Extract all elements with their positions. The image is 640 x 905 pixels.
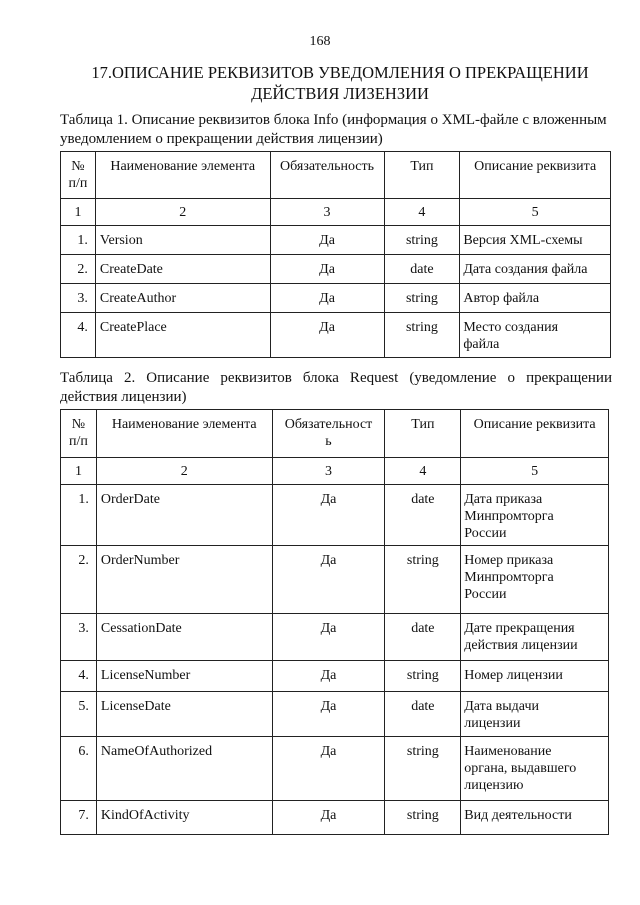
table1-header-num — [61, 152, 96, 199]
table1-header-mandatory: Обязательность — [270, 152, 384, 199]
table2-caption-line-1: Таблица 2. Описание реквизитов блока Request (уведомление о прекращении — [60, 370, 612, 386]
table1-caption-line-1: Таблица 1. Описание реквизитов блока Info (информация о XML-файле с вложенным — [60, 112, 607, 128]
desc-line: Минпромторга — [464, 570, 554, 585]
row-type: string — [385, 801, 461, 835]
row-name: CessationDate — [96, 614, 272, 661]
table2-index-cell: 2 — [96, 458, 272, 485]
desc-line: Место создания — [463, 320, 559, 335]
table2-index-row — [61, 458, 609, 485]
heading-line-1: 17.ОПИСАНИЕ РЕКВИЗИТОВ УВЕДОМЛЕНИЯ О ПРЕКРАЩЕНИИ — [91, 63, 589, 82]
row-name: KindOfActivity — [96, 801, 272, 835]
row-type: string — [385, 546, 461, 614]
table2-header-row — [61, 410, 609, 458]
row-description — [461, 737, 609, 801]
row-num: 2. — [61, 546, 97, 614]
header-num-line-2: п/п — [69, 434, 88, 449]
desc-line: Наименование — [464, 744, 552, 759]
desc-line: Дата создания файла — [463, 262, 588, 277]
desc-line: Номер приказа — [464, 553, 554, 568]
header-num-line-2: п/п — [68, 176, 88, 191]
row-name: CreatePlace — [95, 313, 270, 358]
desc-line: Номер лицензии — [464, 668, 563, 683]
table-row — [61, 546, 609, 614]
desc-line: лицензию — [464, 778, 524, 793]
table1-info — [60, 151, 611, 358]
row-type: string — [384, 313, 460, 358]
row-num: 1. — [61, 226, 96, 255]
header-mandatory-line-2: ь — [325, 434, 332, 449]
desc-line: России — [464, 526, 507, 541]
table1-index-cell: 4 — [384, 199, 460, 226]
row-type: date — [385, 692, 461, 737]
table-row — [61, 737, 609, 801]
row-num: 3. — [61, 614, 97, 661]
row-name: Version — [95, 226, 270, 255]
table2-header-num — [61, 410, 97, 458]
row-num: 5. — [61, 692, 97, 737]
row-description — [460, 313, 611, 358]
row-description — [461, 692, 609, 737]
row-type: string — [384, 226, 460, 255]
row-mandatory: Да — [272, 737, 385, 801]
desc-line: Дата выдачи — [464, 699, 539, 714]
table-row — [61, 255, 611, 284]
table1-header-row — [61, 152, 611, 199]
row-type: string — [384, 284, 460, 313]
table2-header-name: Наименование элемента — [96, 410, 272, 458]
table2-header-mandatory — [272, 410, 385, 458]
table-row — [61, 801, 609, 835]
row-num: 1. — [61, 485, 97, 546]
table-row — [61, 661, 609, 692]
table-row — [61, 226, 611, 255]
table1-caption — [60, 111, 612, 149]
row-description — [461, 546, 609, 614]
row-mandatory: Да — [272, 485, 385, 546]
table-row — [61, 692, 609, 737]
row-type: string — [385, 737, 461, 801]
desc-line: Версия XML-схемы — [463, 233, 583, 248]
section-heading — [80, 62, 600, 104]
page-number: 168 — [309, 34, 331, 49]
row-mandatory: Да — [272, 546, 385, 614]
desc-line: органа, выдавшего — [464, 761, 577, 776]
row-type: date — [384, 255, 460, 284]
table1-index-cell: 5 — [460, 199, 611, 226]
table2-index-cell: 4 — [385, 458, 461, 485]
row-type: date — [385, 485, 461, 546]
table2-index-cell: 3 — [272, 458, 385, 485]
table2-caption-line-2: действия лицензии) — [60, 389, 187, 405]
row-mandatory: Да — [272, 614, 385, 661]
row-description — [461, 485, 609, 546]
desc-line: Дате прекращения — [464, 621, 575, 636]
row-num: 7. — [61, 801, 97, 835]
desc-line: Дата приказа — [464, 492, 543, 507]
row-description — [461, 614, 609, 661]
row-name: CreateAuthor — [95, 284, 270, 313]
row-mandatory: Да — [270, 284, 384, 313]
heading-line-2: ДЕЙСТВИЯ ЛИЗЕНЗИИ — [251, 84, 429, 103]
row-name: NameOfAuthorized — [96, 737, 272, 801]
table-row — [61, 313, 611, 358]
row-description — [460, 226, 611, 255]
row-description — [461, 661, 609, 692]
row-description — [460, 255, 611, 284]
header-num-line-1: № — [71, 159, 85, 174]
table2-index-cell: 1 — [61, 458, 97, 485]
table1-index-cell: 3 — [270, 199, 384, 226]
table2-index-cell: 5 — [461, 458, 609, 485]
row-name: OrderNumber — [96, 546, 272, 614]
table1-caption-line-2: уведомлением о прекращении действия лицензии) — [60, 131, 383, 147]
row-mandatory: Да — [270, 226, 384, 255]
desc-line: Автор файла — [463, 291, 540, 306]
row-num: 3. — [61, 284, 96, 313]
row-name: LicenseDate — [96, 692, 272, 737]
table-row — [61, 284, 611, 313]
desc-line: России — [464, 587, 507, 602]
row-name: LicenseNumber — [96, 661, 272, 692]
desc-line: действия лицензии — [464, 638, 578, 653]
row-name: OrderDate — [96, 485, 272, 546]
row-mandatory: Да — [272, 692, 385, 737]
row-name: CreateDate — [95, 255, 270, 284]
desc-line: файла — [463, 337, 500, 352]
table1-index-row — [61, 199, 611, 226]
desc-line: Минпромторга — [464, 509, 554, 524]
row-num: 4. — [61, 313, 96, 358]
row-mandatory: Да — [270, 313, 384, 358]
table2-header-description: Описание реквизита — [461, 410, 609, 458]
table2-request — [60, 409, 609, 835]
table-row — [61, 614, 609, 661]
desc-line: лицензии — [464, 716, 521, 731]
row-mandatory: Да — [270, 255, 384, 284]
table2-caption — [60, 369, 612, 407]
table1-header-description: Описание реквизита — [460, 152, 611, 199]
table-row — [61, 485, 609, 546]
row-type: date — [385, 614, 461, 661]
desc-line: Вид деятельности — [464, 808, 572, 823]
row-mandatory: Да — [272, 801, 385, 835]
header-num-line-1: № — [71, 417, 86, 432]
table1-index-cell: 1 — [61, 199, 96, 226]
row-description — [461, 801, 609, 835]
row-type: string — [385, 661, 461, 692]
header-mandatory-line-1: Обязательност — [284, 417, 373, 432]
table2-header-type: Тип — [385, 410, 461, 458]
table1-header-type: Тип — [384, 152, 460, 199]
table1-index-cell: 2 — [95, 199, 270, 226]
row-num: 2. — [61, 255, 96, 284]
row-num: 4. — [61, 661, 97, 692]
row-mandatory: Да — [272, 661, 385, 692]
row-num: 6. — [61, 737, 97, 801]
row-description — [460, 284, 611, 313]
table1-header-name: Наименование элемента — [95, 152, 270, 199]
